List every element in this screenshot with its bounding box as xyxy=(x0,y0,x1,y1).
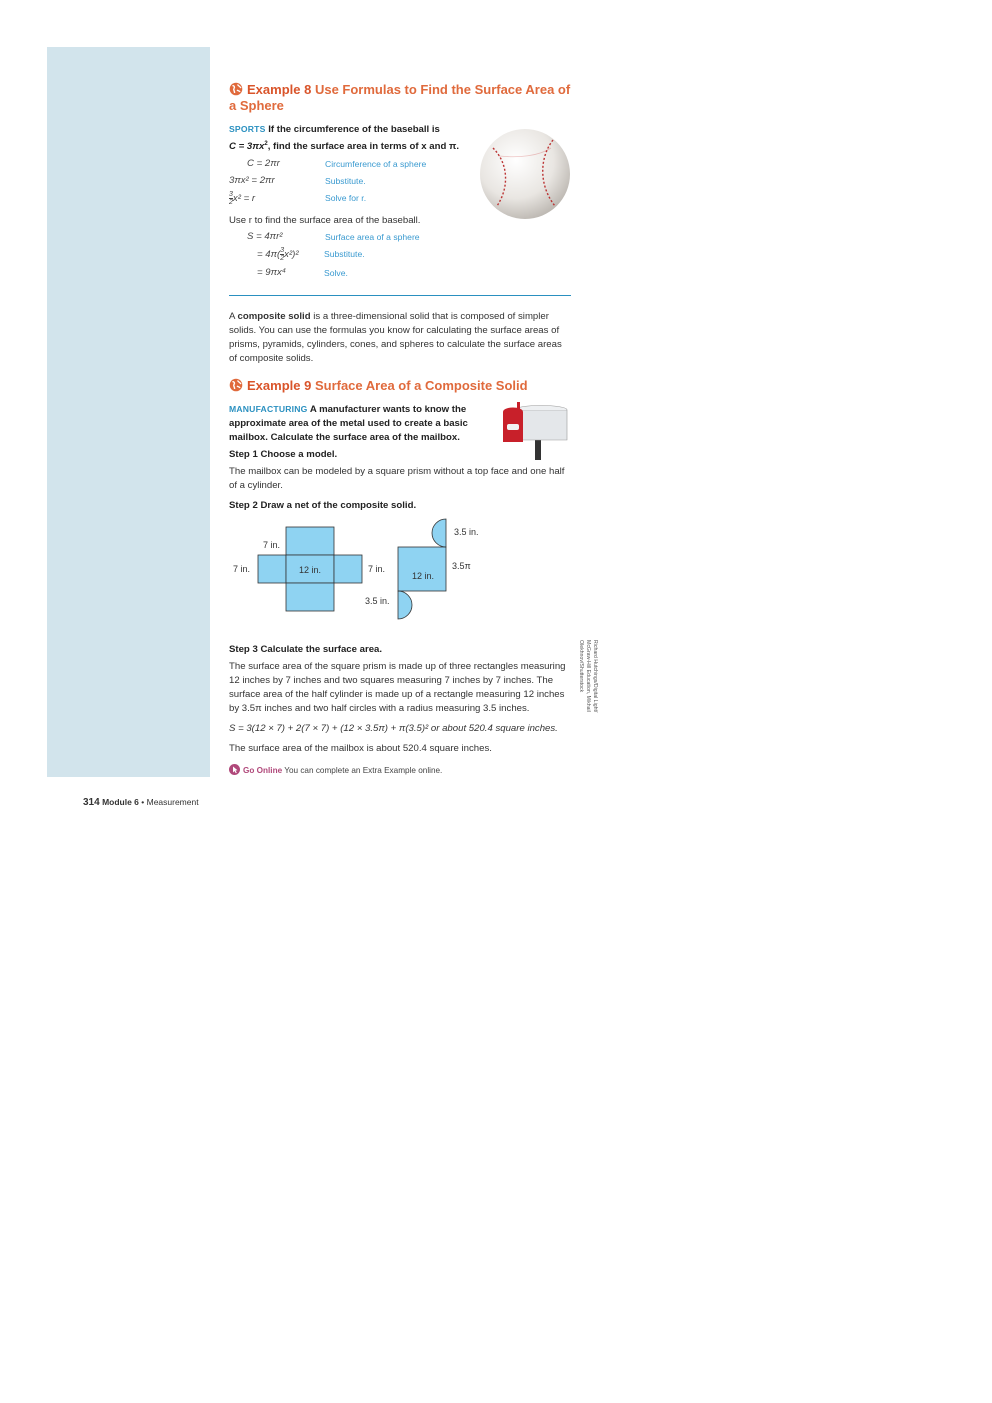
math-step xyxy=(229,191,571,208)
math-step xyxy=(229,174,571,191)
fraction: $\frac{3}{2}$ xyxy=(280,247,285,263)
globe-icon xyxy=(229,82,243,96)
surface-area-formula: S = 3(12 × 7) + 2(7 × 7) + (12 × 3.5π) + π(3.5)² or about 520.4 square inches. xyxy=(229,723,558,735)
fraction: $\frac{3}{2}$ xyxy=(229,191,233,207)
example-8-steps-2 xyxy=(229,230,571,283)
step-1-text: The mailbox can be modeled by a square prism without a top face and one half of a cylinder. xyxy=(229,466,565,492)
math-note: Solve for r. xyxy=(325,193,367,204)
mailbox-photo xyxy=(501,402,573,460)
example-9-title: Surface Area of a Composite Solid xyxy=(314,378,528,394)
math-expr: $\frac{3}{2}$ x² = r xyxy=(229,191,256,207)
cursor-icon xyxy=(229,764,240,775)
conclusion-text: The surface area of the mailbox is about 520.4 square inches. xyxy=(229,743,492,755)
math-expr: C = 2πr xyxy=(247,158,280,170)
label-radius-top: 3.5 in. xyxy=(454,527,479,538)
go-online-row xyxy=(229,764,571,778)
label-center-12: 12 in. xyxy=(299,565,322,576)
example-8-steps xyxy=(229,157,571,208)
footer-separator: • xyxy=(138,797,147,807)
credit-line: McGraw-Hill Education, Mikhail xyxy=(585,640,591,712)
example-9-problem-text: A manufacturer wants to know the approximate area of the metal used to create a basic mailbox. Calculate the surface area of the mailbox. xyxy=(229,404,468,444)
module-name: Module 6 xyxy=(102,797,139,807)
page-footer xyxy=(83,797,199,808)
example-9-problem xyxy=(229,402,497,445)
net-bottom-half-circle xyxy=(398,591,412,619)
math-expr: = 9πx⁴ xyxy=(257,267,286,279)
composite-term: composite solid xyxy=(237,311,311,323)
problem-exponent: 2 xyxy=(264,141,268,147)
math-note: Substitute. xyxy=(325,176,366,187)
math-expr: 3πx² = 2πr xyxy=(229,175,275,187)
globe-icon xyxy=(229,378,243,392)
label-pi-length: 3.5π xyxy=(452,561,471,572)
net-cylinder-rect xyxy=(398,547,446,591)
credit-line: Richard Hutchings/Digital Light/ xyxy=(592,640,598,713)
label-radius-bottom: 3.5 in. xyxy=(365,596,390,607)
net-right-square xyxy=(334,555,362,583)
problem-line-2a: C = 3πx xyxy=(229,141,265,153)
example-8-label: Example 8 xyxy=(247,82,312,97)
math-step xyxy=(229,157,571,174)
net-left-square xyxy=(258,555,286,583)
go-online-link[interactable]: Go Online xyxy=(243,766,283,776)
math-step xyxy=(229,230,571,247)
example-9-heading xyxy=(229,378,571,394)
example-8-title: Use Formulas to Find the Surface Area of a Sphere xyxy=(229,82,571,113)
label-left-7: 7 in. xyxy=(233,564,251,575)
step-2-title: Step 2 Draw a net of the composite solid. xyxy=(229,500,417,512)
problem-line-1: If the circumference of the baseball is xyxy=(268,124,440,135)
math-step xyxy=(229,247,571,266)
module-topic: Measurement xyxy=(146,797,199,807)
manufacturing-tag: MANUFACTURING xyxy=(229,404,308,415)
math-note: Surface area of a sphere xyxy=(325,232,420,243)
credit-line: Olekhnov/Shutterstock xyxy=(578,640,584,693)
margin-sidebar xyxy=(47,47,210,777)
net-top-square xyxy=(286,527,334,555)
math-expr: = 4π( $\frac{3}{2}$ x²)² xyxy=(257,247,299,263)
sports-tag: SPORTS xyxy=(229,124,266,134)
use-r-text: Use r to find the surface area of the baseball. xyxy=(229,215,421,227)
net-bottom-rect xyxy=(286,583,334,611)
problem-line-2b: , find the surface area in terms of x and π. xyxy=(267,141,459,153)
math-expr: S = 4πr² xyxy=(247,231,283,243)
page-content xyxy=(229,82,571,778)
math-step xyxy=(229,266,571,283)
label-top-7: 7 in. xyxy=(263,540,281,551)
math-note: Substitute. xyxy=(324,249,365,260)
composite-net-diagram xyxy=(229,517,571,629)
section-divider xyxy=(229,295,571,296)
go-online-text: You can complete an Extra Example online. xyxy=(282,766,443,776)
net-top-half-circle xyxy=(432,519,446,547)
step-1-title: Step 1 Choose a model. xyxy=(229,449,338,461)
label-right-7: 7 in. xyxy=(368,564,386,575)
math-note: Circumference of a sphere xyxy=(325,159,427,170)
math-note: Solve. xyxy=(324,268,348,279)
composite-solid-definition: A composite solid is a three-dimensional solid that is composed of simpler solids. You can use the formulas you know for calculating the surface areas of prisms, pyramids, cylinders, cones, and spheres to calculate the surface areas of composite solids. xyxy=(229,311,562,365)
step-3-text: The surface area of the square prism is made up of three rectangles measuring 12 inches by 7 inches and two squares measuring 7 inches by 7 inches. The surface area of the half cylinder is made up of a rectangle measuring 12 inches by 3.5π inches and two half circles with a radius measuring 3.5 inches. xyxy=(229,661,566,715)
label-rect-12: 12 in. xyxy=(412,571,435,582)
step-3-title: Step 3 Calculate the surface area. xyxy=(229,644,383,656)
example-9-label: Example 9 xyxy=(247,378,312,394)
photo-credits xyxy=(578,640,598,740)
page-number: 314 xyxy=(83,797,100,808)
example-8-heading xyxy=(229,82,571,114)
